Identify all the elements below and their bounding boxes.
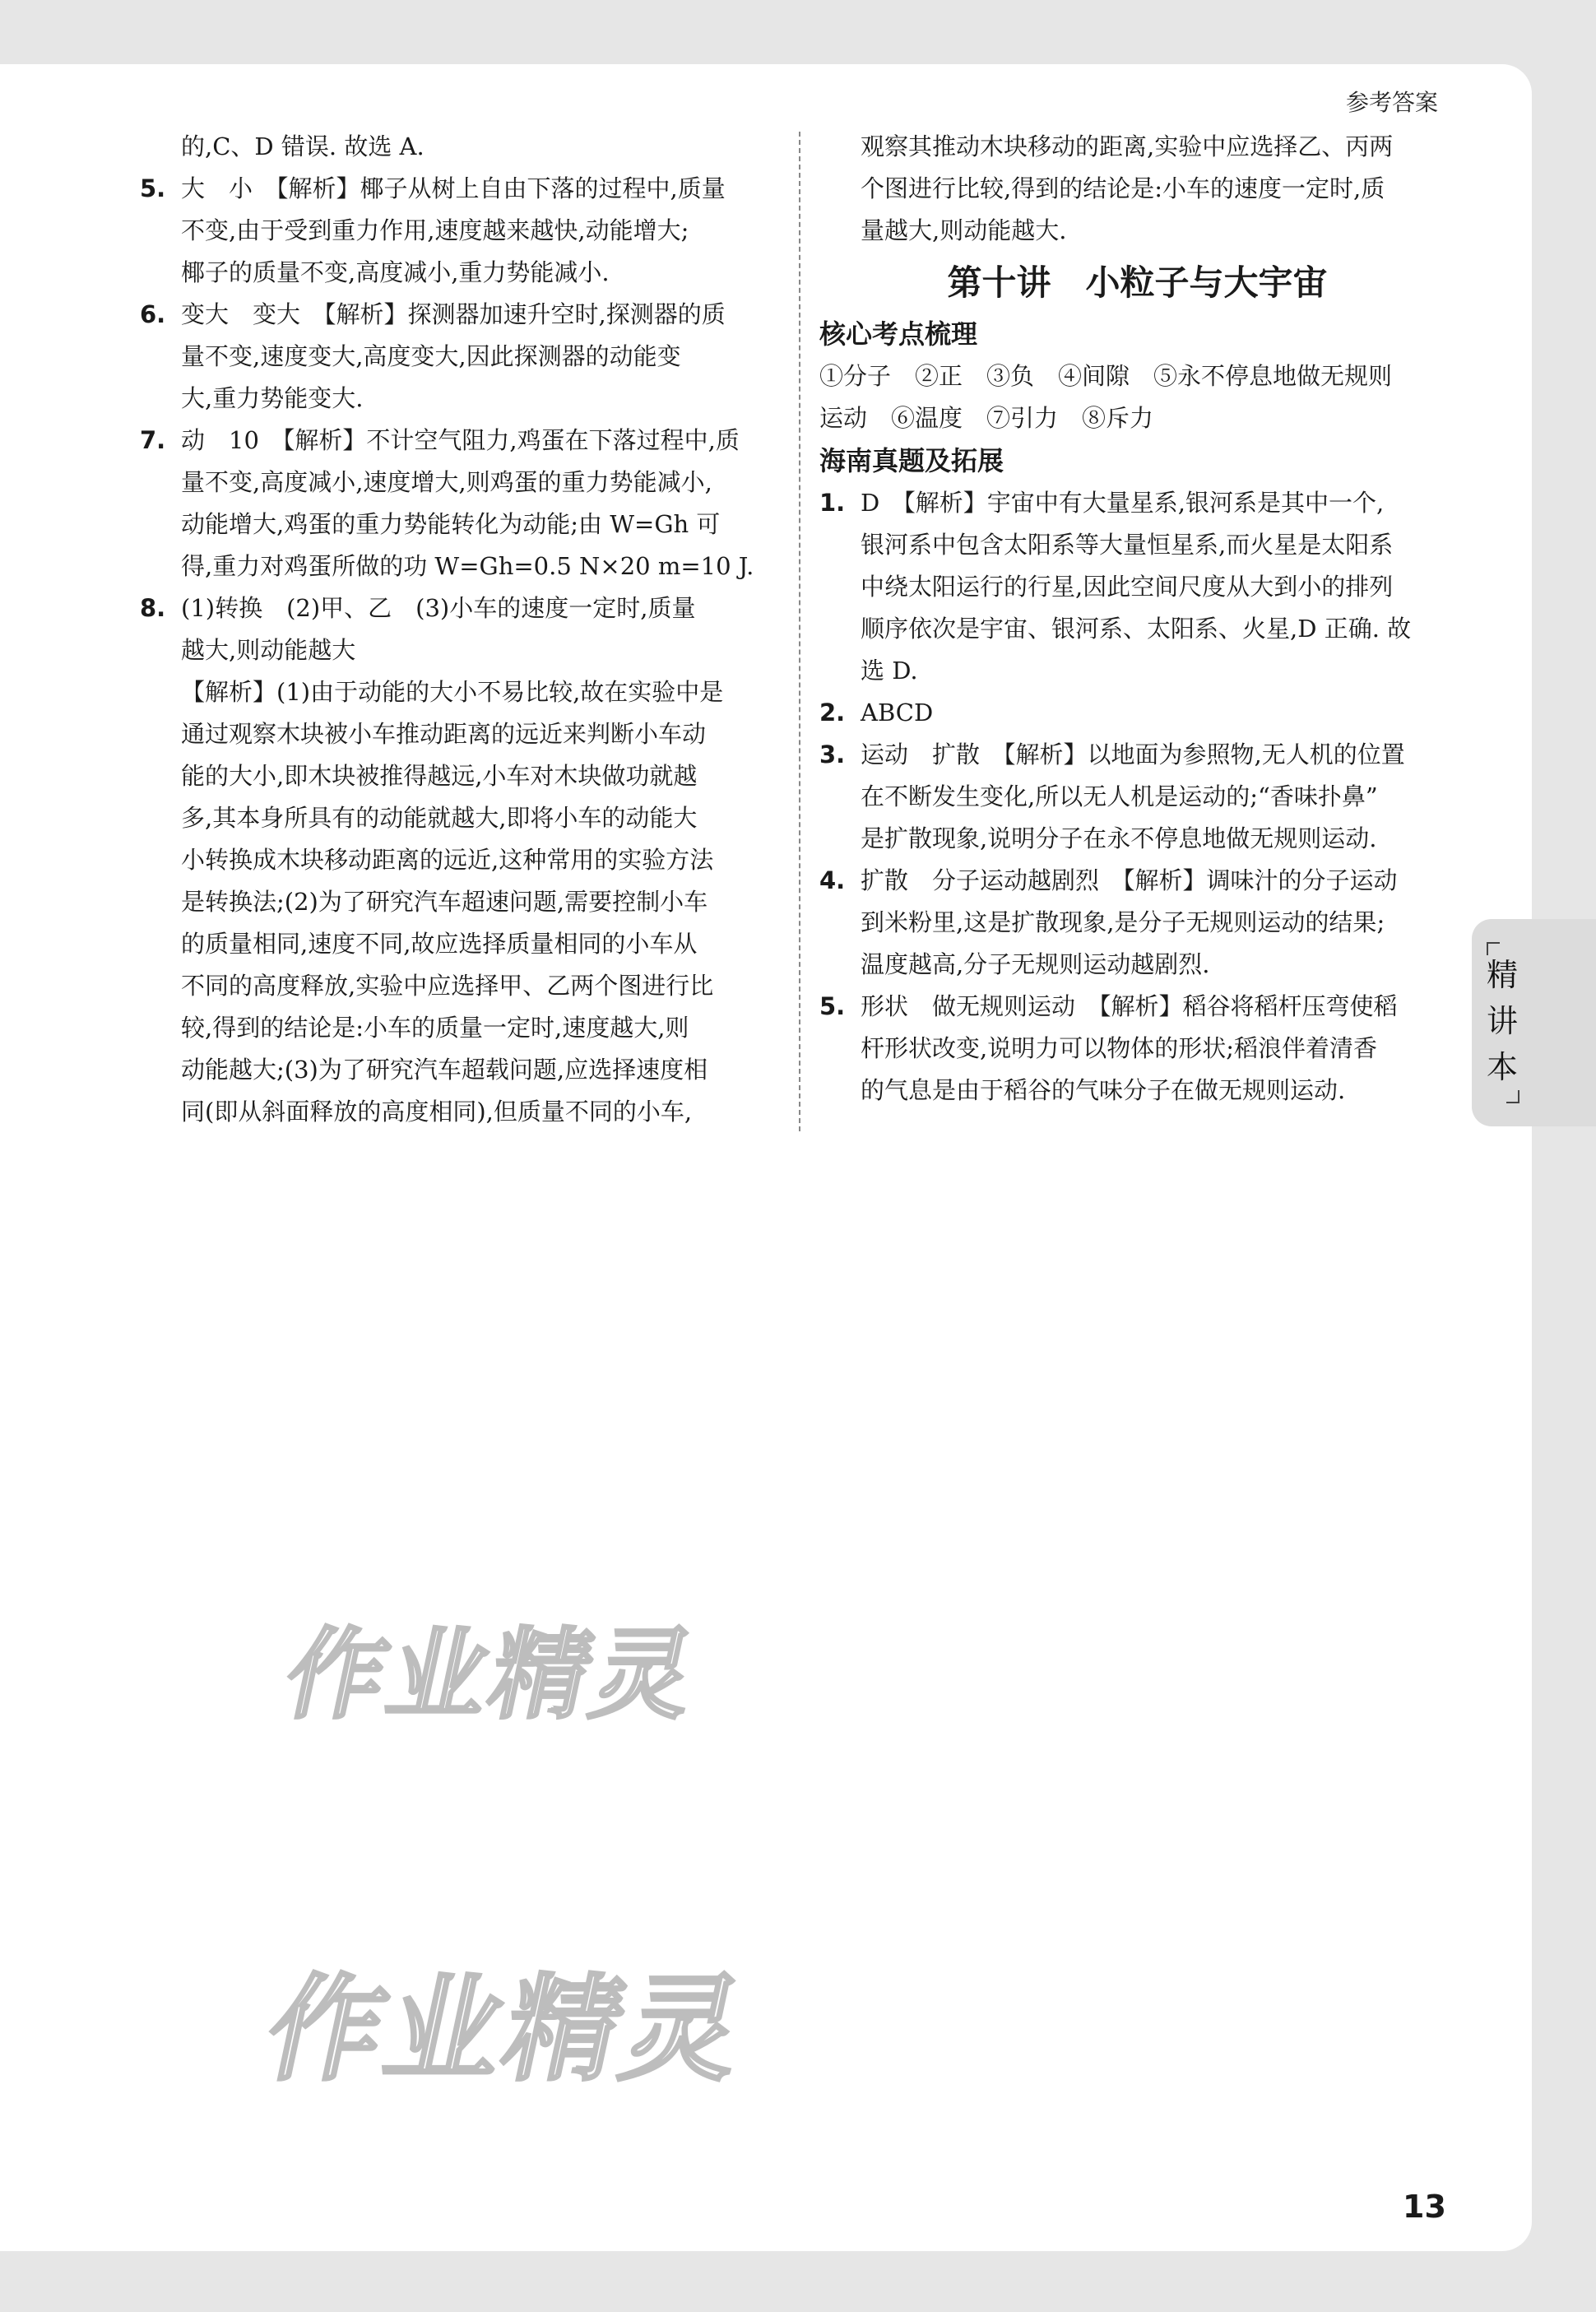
- text-line: 通过观察木块被小车推动距离的远近来判断小车动: [181, 720, 707, 748]
- text-line: 的气息是由于稻谷的气味分子在做无规则运动.: [861, 1076, 1346, 1104]
- text-line: 在不断发生变化,所以无人机是运动的;“香味扑鼻”: [861, 782, 1378, 810]
- page-number: 13: [1403, 2189, 1446, 2225]
- answer-3: 3. 运动 扩散 【解析】以地面为参照物,无人机的位置: [819, 740, 1405, 768]
- header-label: 参考答案: [1346, 89, 1439, 116]
- answer-6: 6. 变大 变大 【解析】探测器加速升空时,探测器的质: [140, 300, 726, 328]
- text-line: ①分子 ②正 ③负 ④间隙 ⑤永不停息地做无规则: [819, 362, 1393, 390]
- text-line: 得,重力对鸡蛋所做的功 W=Gh=0.5 N×20 m=10 J.: [181, 552, 754, 580]
- text-line: 小转换成木块移动距离的远近,这种常用的实验方法: [181, 846, 714, 874]
- text-line: 温度越高,分子无规则运动越剧烈.: [861, 950, 1210, 978]
- side-tab-label: 精讲本: [1486, 957, 1518, 1085]
- answer-5-right: 5. 形状 做无规则运动 【解析】稻谷将稻杆压弯使稻: [819, 992, 1398, 1020]
- text-line: 同(即从斜面释放的高度相同),但质量不同的小车,: [181, 1098, 693, 1126]
- column-divider: [799, 132, 800, 1131]
- answer-4: 4. 扩散 分子运动越剧烈 【解析】调味汁的分子运动: [819, 866, 1398, 894]
- text-line: 大,重力势能变大.: [181, 384, 364, 412]
- text-line: 量不变,速度变大,高度变大,因此探测器的动能变: [181, 342, 681, 370]
- text-line: 动能增大,鸡蛋的重力势能转化为动能;由 W=Gh 可: [181, 510, 721, 538]
- text-line: 越大,则动能越大: [181, 636, 356, 664]
- text-line: 到米粉里,这是扩散现象,是分子无规则运动的结果;: [861, 908, 1385, 936]
- text-line: 是扩散现象,说明分子在永不停息地做无规则运动.: [861, 824, 1377, 852]
- watermark: 作业精灵: [255, 1963, 758, 2097]
- section-heading-hainan: 海南真题及拓展: [819, 445, 1004, 476]
- text-line: 能的大小,即木块被推得越远,小车对木块做功就越: [181, 762, 698, 790]
- text-line: 运动 ⑥温度 ⑦引力 ⑧斥力: [819, 404, 1154, 432]
- text-line: 不同的高度释放,实验中应选择甲、乙两个图进行比: [181, 972, 714, 1000]
- text-line: 较,得到的结论是:小车的质量一定时,速度越大,则: [181, 1014, 689, 1042]
- answer-5: 5. 大 小 【解析】椰子从树上自由下落的过程中,质量: [140, 174, 726, 202]
- text-line: 量不变,高度减小,速度增大,则鸡蛋的重力势能减小,: [181, 468, 712, 496]
- bracket-bottom-right-icon: [1506, 1090, 1519, 1103]
- left-column: [140, 126, 782, 1133]
- text-line: 个图进行比较,得到的结论是:小车的速度一定时,质: [861, 174, 1385, 202]
- text-line: 椰子的质量不变,高度减小,重力势能减小.: [181, 258, 610, 286]
- side-tab: [1472, 919, 1596, 1126]
- text-line: 杆形状改变,说明力可以物体的形状;稻浪伴着清香: [861, 1034, 1377, 1062]
- text-line: 观察其推动木块移动的距离,实验中应选择乙、丙两: [861, 132, 1394, 160]
- text-line: 量越大,则动能越大.: [861, 216, 1067, 244]
- answer-2: 2. ABCD: [819, 699, 934, 727]
- answer-1: 1. D 【解析】宇宙中有大量星系,银河系是其中一个,: [819, 489, 1385, 517]
- text-line: 顺序依次是宇宙、银河系、太阳系、火星,D 正确. 故: [861, 615, 1412, 643]
- answer-8: 8. (1)转换 (2)甲、乙 (3)小车的速度一定时,质量: [140, 594, 696, 622]
- watermark: 作业精灵: [275, 1618, 708, 1733]
- text-line: 多,其本身所具有的动能就越大,即将小车的动能大: [181, 804, 698, 832]
- text-line: 中绕太阳运行的行星,因此空间尺度从大到小的排列: [861, 573, 1394, 601]
- text-line: 【解析】(1)由于动能的大小不易比较,故在实验中是: [181, 678, 724, 706]
- lecture-title: 第十讲 小粒子与大宇宙: [947, 262, 1328, 303]
- answer-7: 7. 动 10 【解析】不计空气阻力,鸡蛋在下落过程中,质: [140, 426, 740, 454]
- text-line: 选 D.: [861, 657, 918, 685]
- text-line: 不变,由于受到重力作用,速度越来越快,动能增大;: [181, 216, 689, 244]
- section-heading-core: 核心考点梳理: [819, 318, 978, 350]
- text-line: 动能越大;(3)为了研究汽车超载问题,应选择速度相: [181, 1056, 708, 1084]
- text-line: 的,C、D 错误. 故选 A.: [181, 132, 425, 160]
- text-line: 的质量相同,速度不同,故应选择质量相同的小车从: [181, 930, 698, 958]
- text-line: 银河系中包含太阳系等大量恒星系,而火星是太阳系: [861, 531, 1394, 559]
- text-line: 是转换法;(2)为了研究汽车超速问题,需要控制小车: [181, 888, 708, 916]
- right-column: [819, 126, 1455, 1112]
